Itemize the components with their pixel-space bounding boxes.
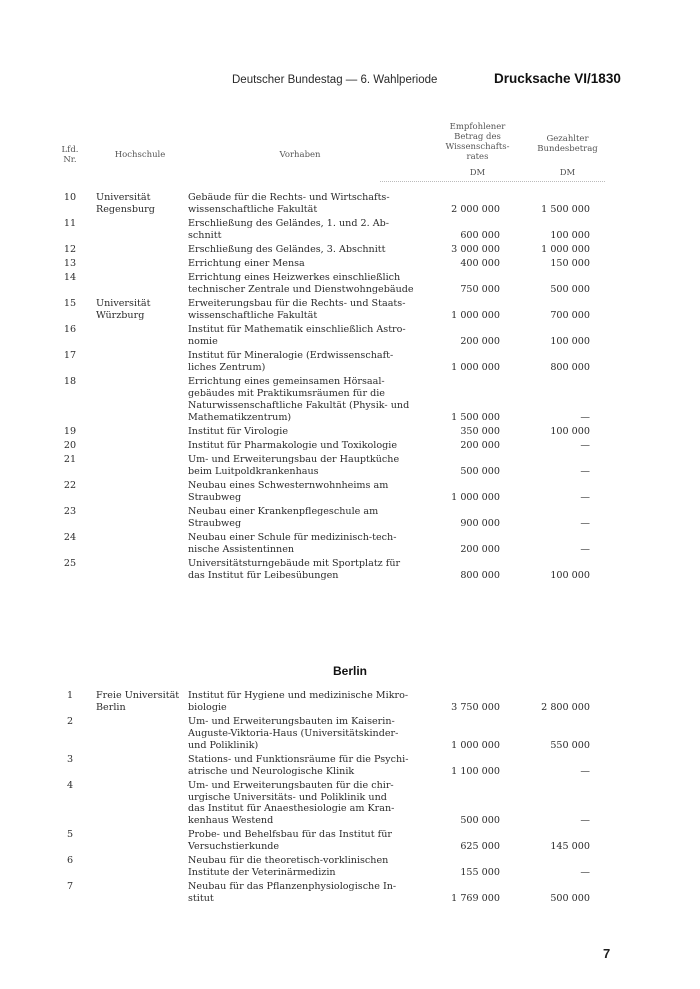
vorhaben-line: Naturwissenschaftliche Fakultät (Physik- und — [188, 399, 410, 411]
row-number: 11 — [63, 218, 77, 229]
row-number: 18 — [63, 376, 77, 388]
row-number: 17 — [63, 350, 77, 362]
row-number: 3 — [66, 753, 74, 765]
row-gezahlt: 100 000 — [550, 426, 590, 437]
vorhaben-line: Errichtung einer Mensa — [188, 258, 305, 270]
row-gezahlt: 700 000 — [550, 310, 590, 322]
vorhaben-line: stitut — [188, 893, 214, 905]
row-gezahlt: — — [580, 466, 590, 478]
row-gezahlt: 500 000 — [550, 284, 590, 296]
row-number: 13 — [63, 258, 77, 270]
row-vorhaben — [188, 754, 423, 778]
row-gezahlt: — — [580, 492, 590, 504]
vorhaben-line: Neubau für das Pflanzenphysiologische In- — [188, 881, 397, 893]
col-header-hochschule: Hochschule — [114, 150, 166, 160]
vorhaben-line: Universitätsturngebäude mit Sportplatz für — [188, 558, 401, 570]
row-number: 20 — [63, 440, 77, 452]
row-empfohlen: 1 769 000 — [451, 893, 500, 905]
row-number: 14 — [63, 272, 77, 284]
row-vorhaben — [188, 426, 423, 438]
col-header-empfohlen-unit: DM — [469, 168, 486, 178]
row-empfohlen: 400 000 — [460, 258, 500, 270]
header-divider — [380, 181, 605, 182]
row-number: 7 — [66, 881, 74, 893]
vorhaben-line: Auguste-Viktoria-Haus (Universitätskinder- — [188, 727, 399, 739]
vorhaben-line: atrische und Neurologische Klinik — [188, 765, 355, 777]
row-hochschule: Freie Universität Berlin — [96, 690, 180, 713]
vorhaben-line: gebäudes mit Praktikumsräumen für die — [188, 388, 385, 400]
row-number: 12 — [63, 244, 77, 255]
row-empfohlen: 200 000 — [460, 336, 500, 348]
vorhaben-line: Errichtung eines gemeinsamen Hörsaal- — [188, 376, 385, 388]
col-header-vorhaben: Vorhaben — [279, 150, 321, 160]
page-number: 7 — [603, 946, 611, 961]
row-gezahlt: 100 000 — [550, 229, 590, 241]
row-number: 24 — [63, 532, 77, 544]
row-empfohlen: 350 000 — [460, 426, 500, 437]
row-vorhaben — [188, 218, 423, 242]
row-gezahlt: — — [580, 440, 590, 452]
row-empfohlen: 1 000 000 — [451, 362, 500, 374]
row-vorhaben — [188, 258, 423, 270]
row-vorhaben — [188, 350, 423, 374]
row-vorhaben — [188, 780, 423, 827]
row-number: 5 — [66, 829, 74, 841]
row-vorhaben — [188, 690, 423, 714]
row-gezahlt: — — [580, 815, 590, 827]
vorhaben-line: Erschließung des Geländes, 1. und 2. Ab- — [188, 218, 390, 229]
vorhaben-line: Institut für Hygiene und medizinische Mikro- — [188, 690, 409, 701]
row-number: 19 — [63, 426, 77, 437]
row-gezahlt: 1 500 000 — [541, 203, 590, 215]
vorhaben-line: Um- und Erweiterungsbau der Hauptküche — [188, 454, 400, 466]
vorhaben-line: Neubau einer Schule für medizinisch-tech- — [188, 532, 397, 544]
row-vorhaben — [188, 192, 423, 216]
vorhaben-line: Institut für Virologie — [188, 426, 289, 437]
row-vorhaben — [188, 532, 423, 556]
vorhaben-line: Probe- und Behelfsbau für das Institut für — [188, 829, 392, 841]
row-gezahlt: — — [580, 765, 590, 777]
row-vorhaben — [188, 506, 423, 530]
vorhaben-line: Institut für Pharmakologie und Toxikologie — [188, 440, 398, 452]
vorhaben-line: Erweiterungsbau für die Rechts- und Staats- — [188, 298, 406, 310]
row-vorhaben — [188, 272, 423, 296]
vorhaben-line: Gebäude für die Rechts- und Wirtschafts- — [188, 192, 390, 203]
vorhaben-line: Straubweg — [188, 492, 242, 504]
row-gezahlt: 150 000 — [550, 258, 590, 270]
row-gezahlt: — — [580, 518, 590, 530]
row-empfohlen: 200 000 — [460, 440, 500, 452]
row-gezahlt: 800 000 — [550, 362, 590, 374]
vorhaben-line: Neubau für die theoretisch-vorklinischen — [188, 855, 389, 867]
row-empfohlen: 750 000 — [460, 284, 500, 296]
row-vorhaben — [188, 454, 423, 478]
row-hochschule: Universität Regensburg — [96, 192, 155, 215]
page-header — [0, 71, 700, 94]
vorhaben-line: wissenschaftliche Fakultät — [188, 310, 318, 322]
row-gezahlt: 100 000 — [550, 570, 590, 582]
row-gezahlt: — — [580, 867, 590, 879]
row-empfohlen: 155 000 — [460, 867, 500, 879]
vorhaben-line: das Institut für Leibesübungen — [188, 570, 339, 582]
row-vorhaben — [188, 480, 423, 504]
vorhaben-line: beim Luitpoldkrankenhaus — [188, 466, 319, 478]
row-gezahlt: 2 800 000 — [541, 701, 590, 713]
row-number: 10 — [63, 192, 77, 203]
vorhaben-line: Straubweg — [188, 518, 242, 530]
row-empfohlen: 1 000 000 — [451, 310, 500, 322]
row-vorhaben — [188, 829, 423, 853]
row-empfohlen: 800 000 — [460, 570, 500, 582]
vorhaben-line: Stations- und Funktionsräume für die Psychi- — [188, 753, 409, 765]
vorhaben-line: und Poliklinik) — [188, 739, 259, 751]
row-empfohlen: 3 000 000 — [451, 244, 500, 255]
row-number: 22 — [63, 480, 77, 492]
vorhaben-line: Institut für Mathematik einschließlich Astro- — [188, 324, 406, 336]
vorhaben-line: Um- und Erweiterungsbauten für die chir- — [188, 779, 394, 791]
row-vorhaben — [188, 855, 423, 879]
vorhaben-line: Institute der Veterinärmedizin — [188, 867, 336, 879]
vorhaben-line: schnitt — [188, 229, 222, 241]
col-header-gezahlt: Gezahlter Bundesbetrag — [537, 134, 598, 154]
vorhaben-line: Mathematikzentrum) — [188, 411, 292, 423]
row-number: 4 — [66, 779, 74, 791]
vorhaben-line: Institut für Mineralogie (Erdwissenschaft- — [188, 350, 394, 362]
row-gezahlt: — — [580, 544, 590, 556]
row-number: 15 — [63, 298, 77, 310]
vorhaben-line: Versuchstierkunde — [188, 841, 280, 853]
parliament-title: Deutscher Bundestag — 6. Wahlperiode — [232, 74, 438, 86]
row-empfohlen: 500 000 — [460, 466, 500, 478]
row-empfohlen: 600 000 — [460, 229, 500, 241]
vorhaben-line: biologie — [188, 701, 227, 713]
row-vorhaben — [188, 298, 423, 322]
vorhaben-line: nische Assistentinnen — [188, 544, 295, 556]
document-number: Drucksache VI/1830 — [494, 71, 621, 86]
row-vorhaben — [188, 376, 423, 423]
row-gezahlt: 145 000 — [550, 841, 590, 853]
row-number: 2 — [66, 716, 74, 727]
row-vorhaben — [188, 558, 423, 582]
row-vorhaben — [188, 716, 423, 751]
row-empfohlen: 1 000 000 — [451, 739, 500, 751]
col-header-nr: Lfd. Nr. — [61, 145, 79, 165]
row-gezahlt: — — [580, 411, 590, 423]
vorhaben-line: kenhaus Westend — [188, 815, 274, 827]
row-empfohlen: 1 100 000 — [451, 765, 500, 777]
vorhaben-line: nomie — [188, 336, 218, 348]
row-gezahlt: 500 000 — [550, 893, 590, 905]
row-empfohlen: 2 000 000 — [451, 203, 500, 215]
col-header-gezahlt-unit: DM — [559, 168, 576, 178]
row-vorhaben — [188, 244, 423, 256]
row-empfohlen: 625 000 — [460, 841, 500, 853]
row-vorhaben — [188, 440, 423, 452]
row-vorhaben — [188, 324, 423, 348]
row-empfohlen: 1 500 000 — [451, 411, 500, 423]
vorhaben-line: Errichtung eines Heizwerkes einschließlich — [188, 272, 401, 284]
row-number: 1 — [66, 690, 74, 701]
row-number: 21 — [63, 454, 77, 466]
vorhaben-line: wissenschaftliche Fakultät — [188, 203, 318, 215]
row-gezahlt: 550 000 — [550, 739, 590, 751]
vorhaben-line: das Institut für Anaesthesiologie am Kran- — [188, 803, 395, 815]
row-gezahlt: 100 000 — [550, 336, 590, 348]
row-number: 6 — [66, 855, 74, 867]
row-empfohlen: 900 000 — [460, 518, 500, 530]
section-title: Berlin — [332, 664, 367, 678]
vorhaben-line: liches Zentrum) — [188, 362, 266, 374]
vorhaben-line: urgische Universitäts- und Poliklinik und — [188, 791, 387, 803]
col-header-empfohlen: Empfohlener Betrag des Wissenschafts- rates — [445, 122, 510, 162]
row-gezahlt: 1 000 000 — [541, 244, 590, 255]
row-empfohlen: 3 750 000 — [451, 701, 500, 713]
vorhaben-line: technischer Zentrale und Dienstwohngebäude — [188, 284, 414, 296]
row-number: 23 — [63, 506, 77, 518]
row-empfohlen: 1 000 000 — [451, 492, 500, 504]
row-number: 25 — [63, 558, 77, 570]
vorhaben-line: Erschließung des Geländes, 3. Abschnitt — [188, 244, 386, 255]
row-hochschule: Universität Würzburg — [96, 298, 151, 322]
row-empfohlen: 500 000 — [460, 815, 500, 827]
row-empfohlen: 200 000 — [460, 544, 500, 556]
vorhaben-line: Um- und Erweiterungsbauten im Kaiserin- — [188, 716, 395, 727]
row-vorhaben — [188, 881, 423, 905]
row-number: 16 — [63, 324, 77, 336]
vorhaben-line: Neubau eines Schwesternwohnheims am — [188, 480, 389, 492]
vorhaben-line: Neubau einer Krankenpflegeschule am — [188, 506, 379, 518]
